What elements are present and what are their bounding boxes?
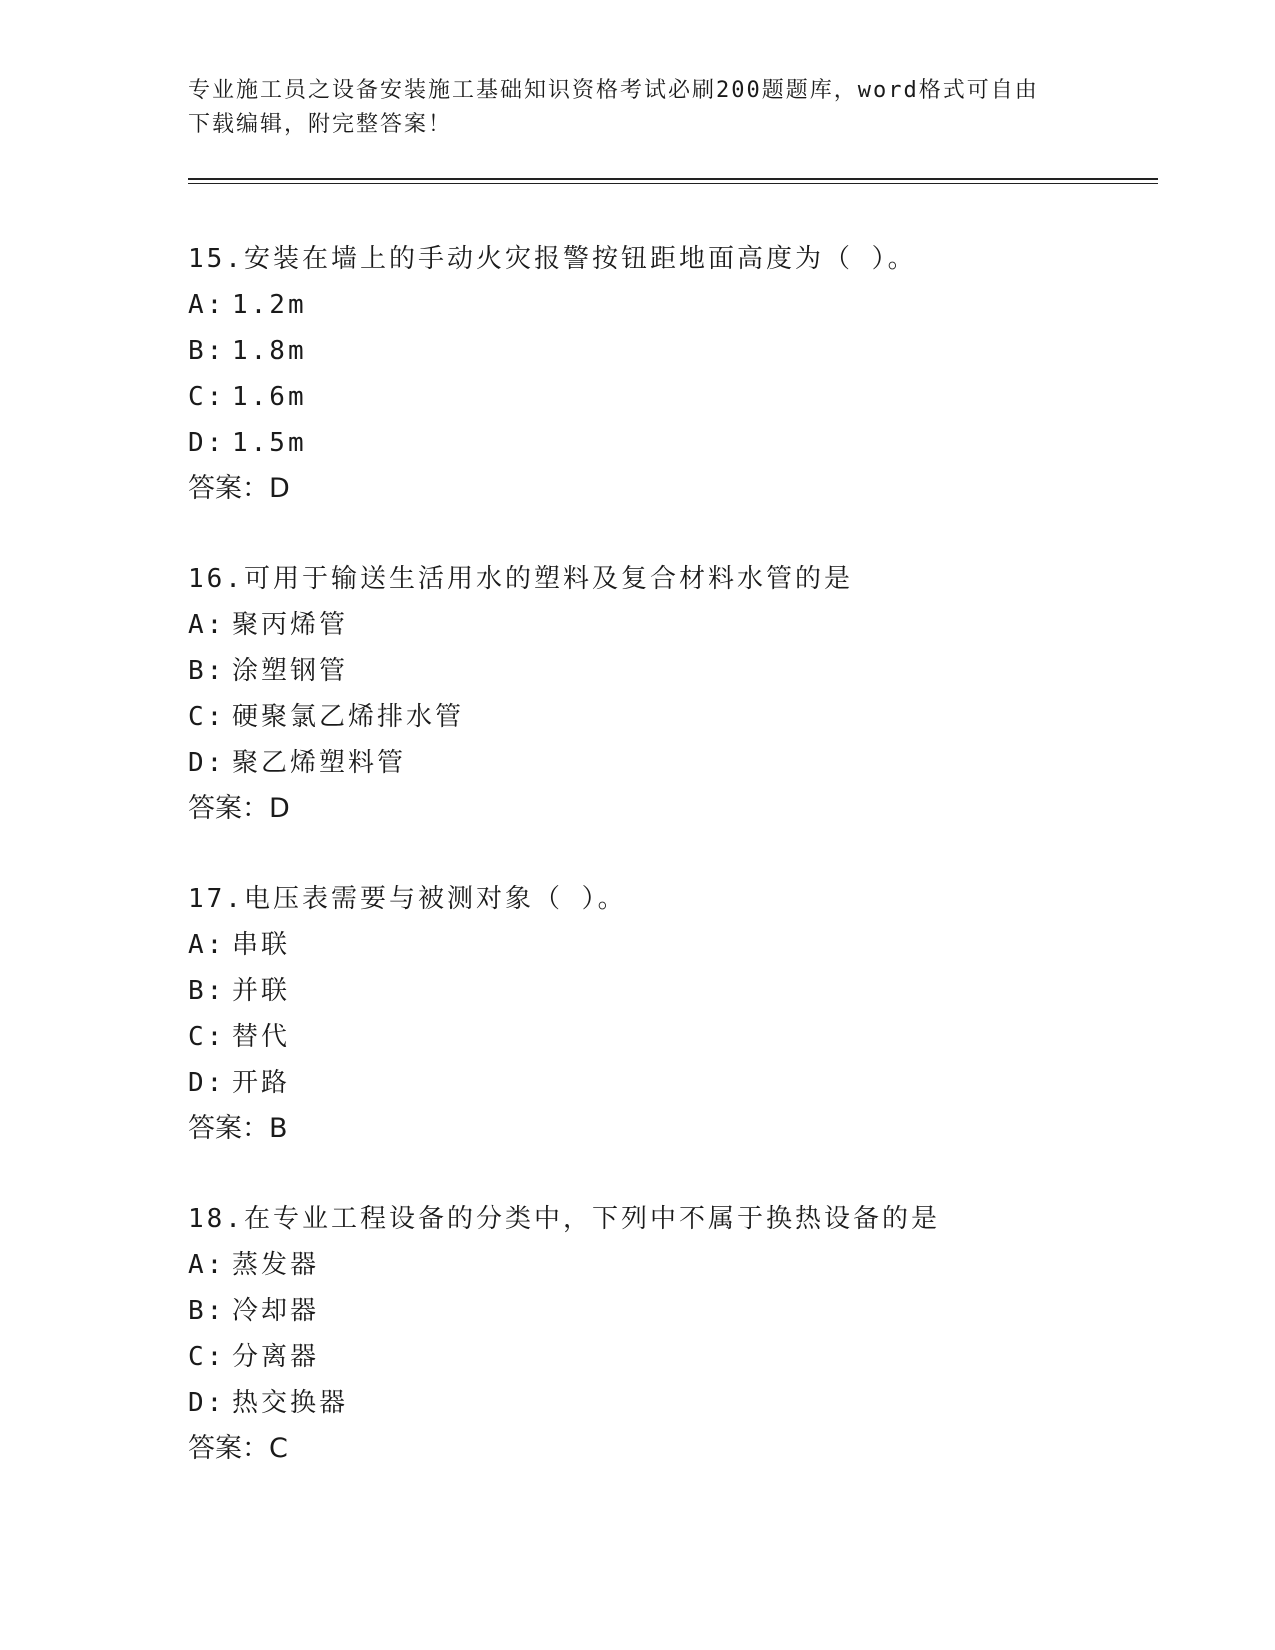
answer-line: 答案：C [188,1433,288,1464]
option-letter: C: [188,702,226,732]
answer-line: 答案：D [188,793,290,824]
option-text: 替代 [232,1022,291,1052]
header-divider-thin [188,183,1158,184]
header-divider-thick [188,178,1158,180]
question-18 [188,1196,1148,1516]
question-16 [188,556,1148,876]
option-text: 蒸发器 [232,1250,320,1280]
option-text: 硬聚氯乙烯排水管 [232,702,465,732]
question-stem: 18.在专业工程设备的分类中，下列中不属于换热设备的是 [188,1204,940,1234]
option-text: 1.6m [232,382,307,412]
option-a [188,282,1148,328]
option-d [188,1380,1148,1426]
option-letter: C: [188,382,226,412]
option-letter: B: [188,336,226,366]
header-line-2: 下载编辑，附完整答案！ [188,112,453,137]
question-stem: 15.安装在墙上的手动火灾报警按钮距地面高度为（ ）。 [188,244,917,274]
option-letter: B: [188,976,226,1006]
option-a [188,922,1148,968]
option-c [188,1334,1148,1380]
option-letter: A: [188,930,226,960]
option-text: 串联 [232,930,291,960]
option-b [188,1288,1148,1334]
question-15 [188,236,1148,556]
option-letter: D: [188,1388,226,1418]
question-list [188,236,1148,1516]
option-text: 1.8m [232,336,307,366]
option-letter: A: [188,610,226,640]
option-letter: A: [188,290,226,320]
option-c [188,694,1148,740]
question-stem: 17.电压表需要与被测对象（ ）。 [188,884,627,914]
option-a [188,1242,1148,1288]
question-stem: 16.可用于输送生活用水的塑料及复合材料水管的是 [188,564,853,594]
document-header [188,74,1088,142]
answer-line: 答案：B [188,1113,288,1144]
option-letter: C: [188,1342,226,1372]
option-letter: D: [188,1068,226,1098]
option-text: 聚乙烯塑料管 [232,748,407,778]
option-d [188,1060,1148,1106]
option-text: 冷却器 [232,1296,320,1326]
option-letter: B: [188,1296,226,1326]
option-text: 涂塑钢管 [232,656,349,686]
option-text: 1.2m [232,290,307,320]
option-letter: D: [188,428,226,458]
option-b [188,648,1148,694]
option-c [188,1014,1148,1060]
option-text: 1.5m [232,428,307,458]
option-c [188,374,1148,420]
option-letter: C: [188,1022,226,1052]
option-letter: D: [188,748,226,778]
option-text: 分离器 [232,1342,320,1372]
option-b [188,328,1148,374]
question-17 [188,876,1148,1196]
header-line-1: 专业施工员之设备安装施工基础知识资格考试必刷200题题库，word格式可自由 [188,78,1039,103]
option-d [188,740,1148,786]
option-text: 热交换器 [232,1388,349,1418]
option-a [188,602,1148,648]
answer-line: 答案：D [188,473,290,504]
option-d [188,420,1148,466]
option-letter: B: [188,656,226,686]
option-text: 聚丙烯管 [232,610,349,640]
option-letter: A: [188,1250,226,1280]
option-b [188,968,1148,1014]
option-text: 开路 [232,1068,291,1098]
option-text: 并联 [232,976,291,1006]
